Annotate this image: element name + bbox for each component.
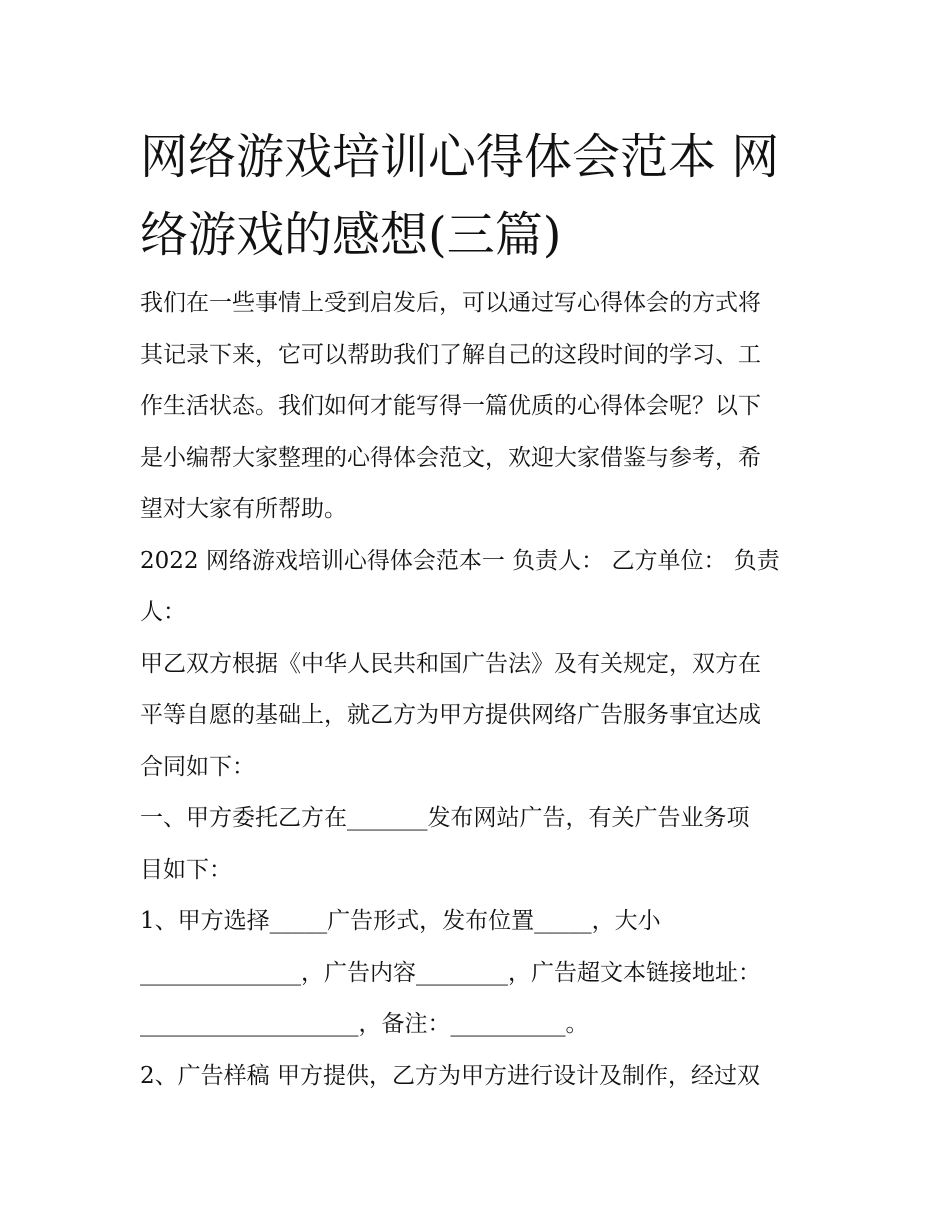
- body-line: 2、广告样稿 甲方提供，乙方为甲方进行设计及制作，经过双: [140, 1062, 760, 1089]
- body-line: 平等自愿的基础上，就乙方为甲方提供网络广告服务事宜达成: [140, 702, 761, 728]
- body-line: 甲乙双方根据《中华人民共和国广告法》及有关规定，双方在: [140, 650, 761, 677]
- body-line: 望对大家有所帮助。: [140, 496, 347, 522]
- body-line: 1、甲方选择_____广告形式，发布位置_____，大小: [140, 908, 661, 934]
- body-line: 其记录下来，它可以帮助我们了解自己的这段时间的学习、工: [140, 341, 761, 368]
- body-line: 合同如下：: [140, 753, 255, 780]
- body-line: 目如下：: [140, 856, 232, 883]
- body-line: 一、甲方委托乙方在_______发布网站广告，有关广告业务项: [140, 805, 750, 831]
- document-title: [140, 118, 820, 274]
- body-line: 人：: [140, 599, 186, 625]
- body-line: 2022 网络游戏培训心得体会范本一 负责人： 乙方单位： 负责: [140, 547, 780, 574]
- title-line: 络游戏的感想(三篇): [140, 207, 562, 263]
- body-line: ______________，广告内容________，广告超文本链接地址：: [140, 959, 761, 986]
- document-body: [140, 278, 820, 1102]
- title-line: 网络游戏培训心得体会范本 网: [140, 129, 780, 185]
- body-line: 作生活状态。我们如何才能写得一篇优质的心得体会呢？以下: [140, 393, 761, 419]
- body-line: ___________________，备注：__________。: [140, 1011, 589, 1037]
- body-line: 我们在一些事情上受到启发后，可以通过写心得体会的方式将: [140, 290, 761, 316]
- body-line: 是小编帮大家整理的心得体会范文，欢迎大家借鉴与参考，希: [140, 444, 761, 471]
